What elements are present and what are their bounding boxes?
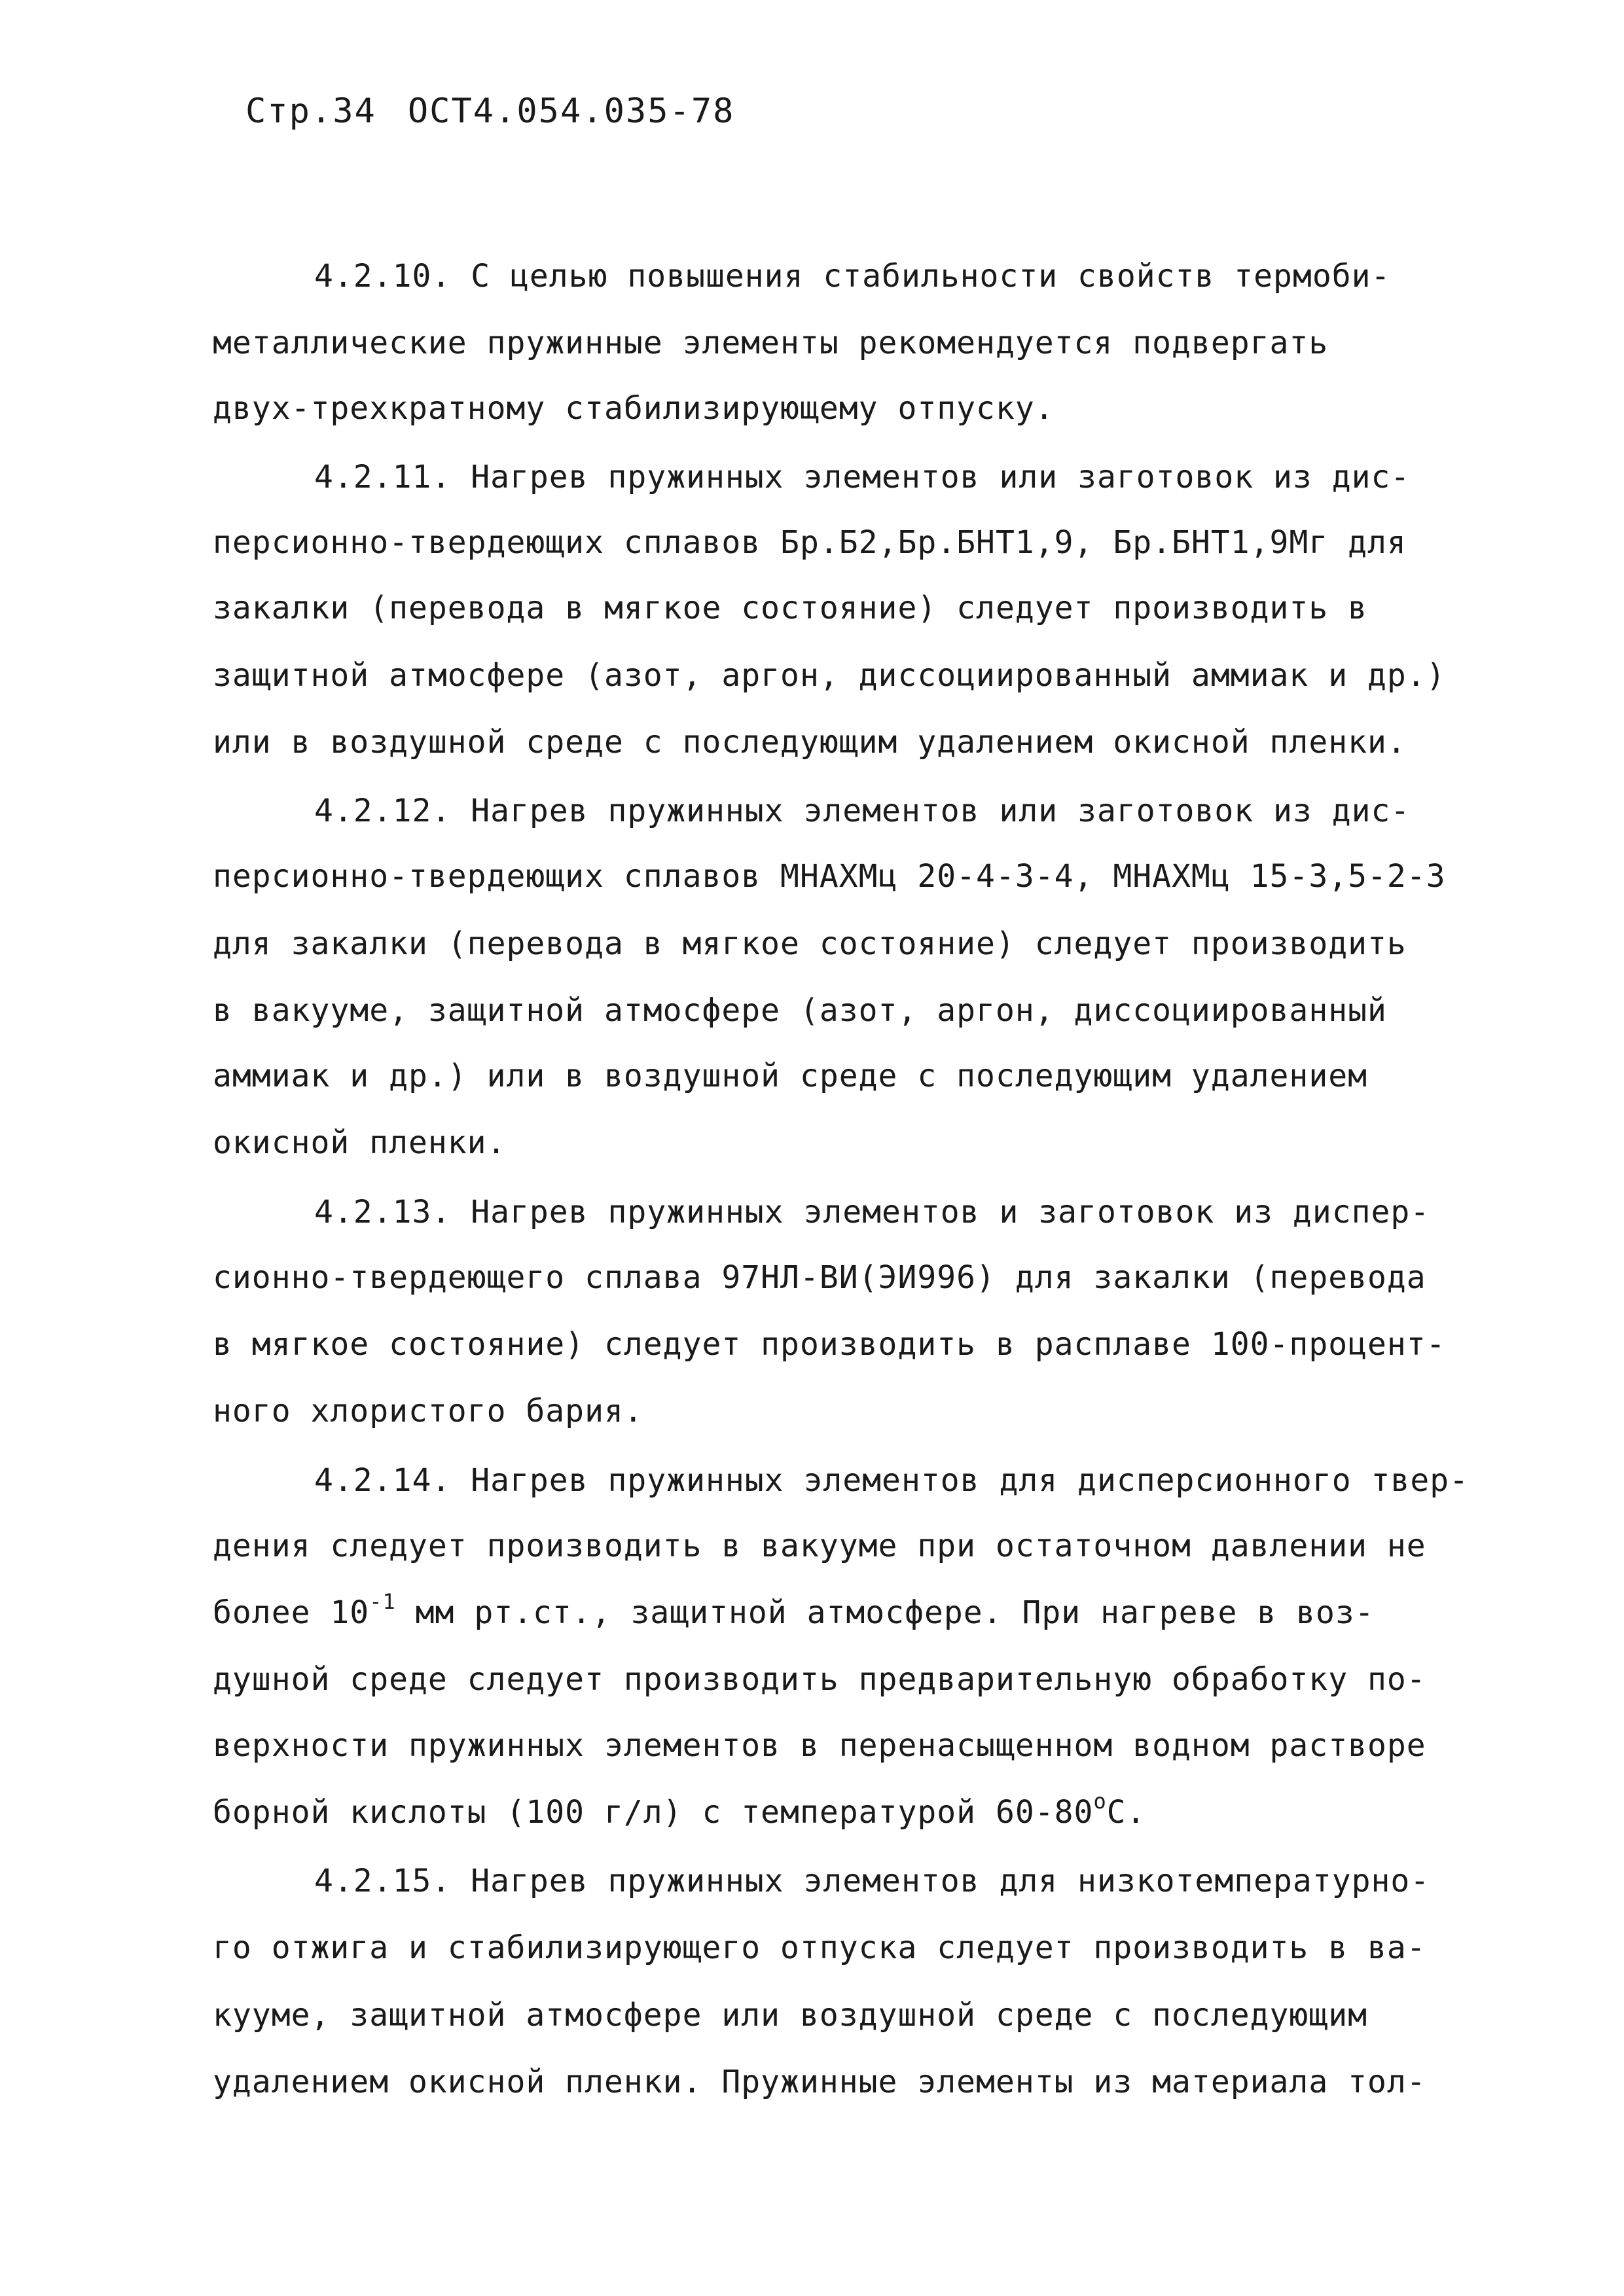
text-line: го отжига и стабилизирующего отпуска следует производить в ва-: [213, 1929, 1426, 1966]
text-line: для закалки (перевода в мягкое состояние) следует производить: [213, 925, 1407, 962]
text-line: закалки (перевода в мягкое состояние) следует производить в: [213, 590, 1368, 626]
text-line: в мягкое состояние) следует производить в расплаве 100-процент-: [213, 1326, 1446, 1363]
text-fragment: С.: [1106, 1794, 1146, 1831]
text-fragment: более 10: [213, 1594, 370, 1631]
text-fragment: борной кислоты (100 г/л) с температурой 60-80: [213, 1794, 1094, 1831]
text-fragment: мм рт.ст., защитной атмосфере. При нагреве в воз-: [395, 1594, 1375, 1631]
text-line: 4.2.15. Нагрев пружинных элементов для низкотемпературно-: [314, 1863, 1430, 1899]
text-line: аммиак и др.) или в воздушной среде с последующим удалением: [213, 1058, 1368, 1094]
text-line: 4.2.13. Нагрев пружинных элементов и заготовок из диспер-: [314, 1194, 1430, 1230]
text-line: душной среде следует производить предварительную обработку по-: [213, 1661, 1426, 1698]
text-line: 4.2.11. Нагрев пружинных элементов или заготовок из дис-: [314, 459, 1411, 495]
exponent: -1: [369, 1589, 396, 1614]
page-number: Стр.34: [245, 92, 376, 131]
text-line: 4.2.10. С целью повышения стабильности свойств термоби-: [314, 258, 1391, 295]
text-line: [213, 1589, 1375, 1631]
document-code: ОСТ4.054.035-78: [407, 92, 735, 131]
page-header: [245, 92, 734, 131]
text-line: ного хлористого бария.: [213, 1393, 643, 1429]
text-line: персионно-твердеющих сплавов Бр.Б2,Бр.БНТ1,9, Бр.БНТ1,9Мг для: [213, 524, 1407, 561]
text-line: сионно-твердеющего сплава 97НЛ-ВИ(ЭИ996) для закалки (перевода: [213, 1259, 1426, 1296]
text-line: удалением окисной пленки. Пружинные элементы из материала тол-: [213, 2064, 1426, 2100]
text-line: верхности пружинных элементов в перенасыщенном водном растворе: [213, 1727, 1426, 1764]
degree-mark: о: [1093, 1789, 1107, 1814]
text-line: 4.2.12. Нагрев пружинных элементов или заготовок из дис-: [314, 793, 1411, 829]
text-line: [213, 1789, 1146, 1831]
text-line: в вакууме, защитной атмосфере (азот, аргон, диссоциированный: [213, 992, 1387, 1029]
text-line: двух-трехкратному стабилизирующему отпуску.: [213, 390, 1055, 427]
text-line: металлические пружинные элементы рекомендуется подвергать: [213, 325, 1329, 361]
text-line: окисной пленки.: [213, 1124, 507, 1161]
text-line: или в воздушной среде с последующим удалением окисной пленки.: [213, 724, 1407, 761]
text-line: 4.2.14. Нагрев пружинных элементов для дисперсионного твер-: [314, 1462, 1470, 1499]
text-line: кууме, защитной атмосфере или воздушной среде с последующим: [213, 1997, 1368, 2034]
text-line: дения следует производить в вакууме при остаточном давлении не: [213, 1528, 1426, 1564]
text-line: персионно-твердеющих сплавов МНАХМц 20-4-3-4, МНАХМц 15-3,5-2-3: [213, 858, 1446, 895]
text-line: защитной атмосфере (азот, аргон, диссоциированный аммиак и др.): [213, 657, 1446, 694]
